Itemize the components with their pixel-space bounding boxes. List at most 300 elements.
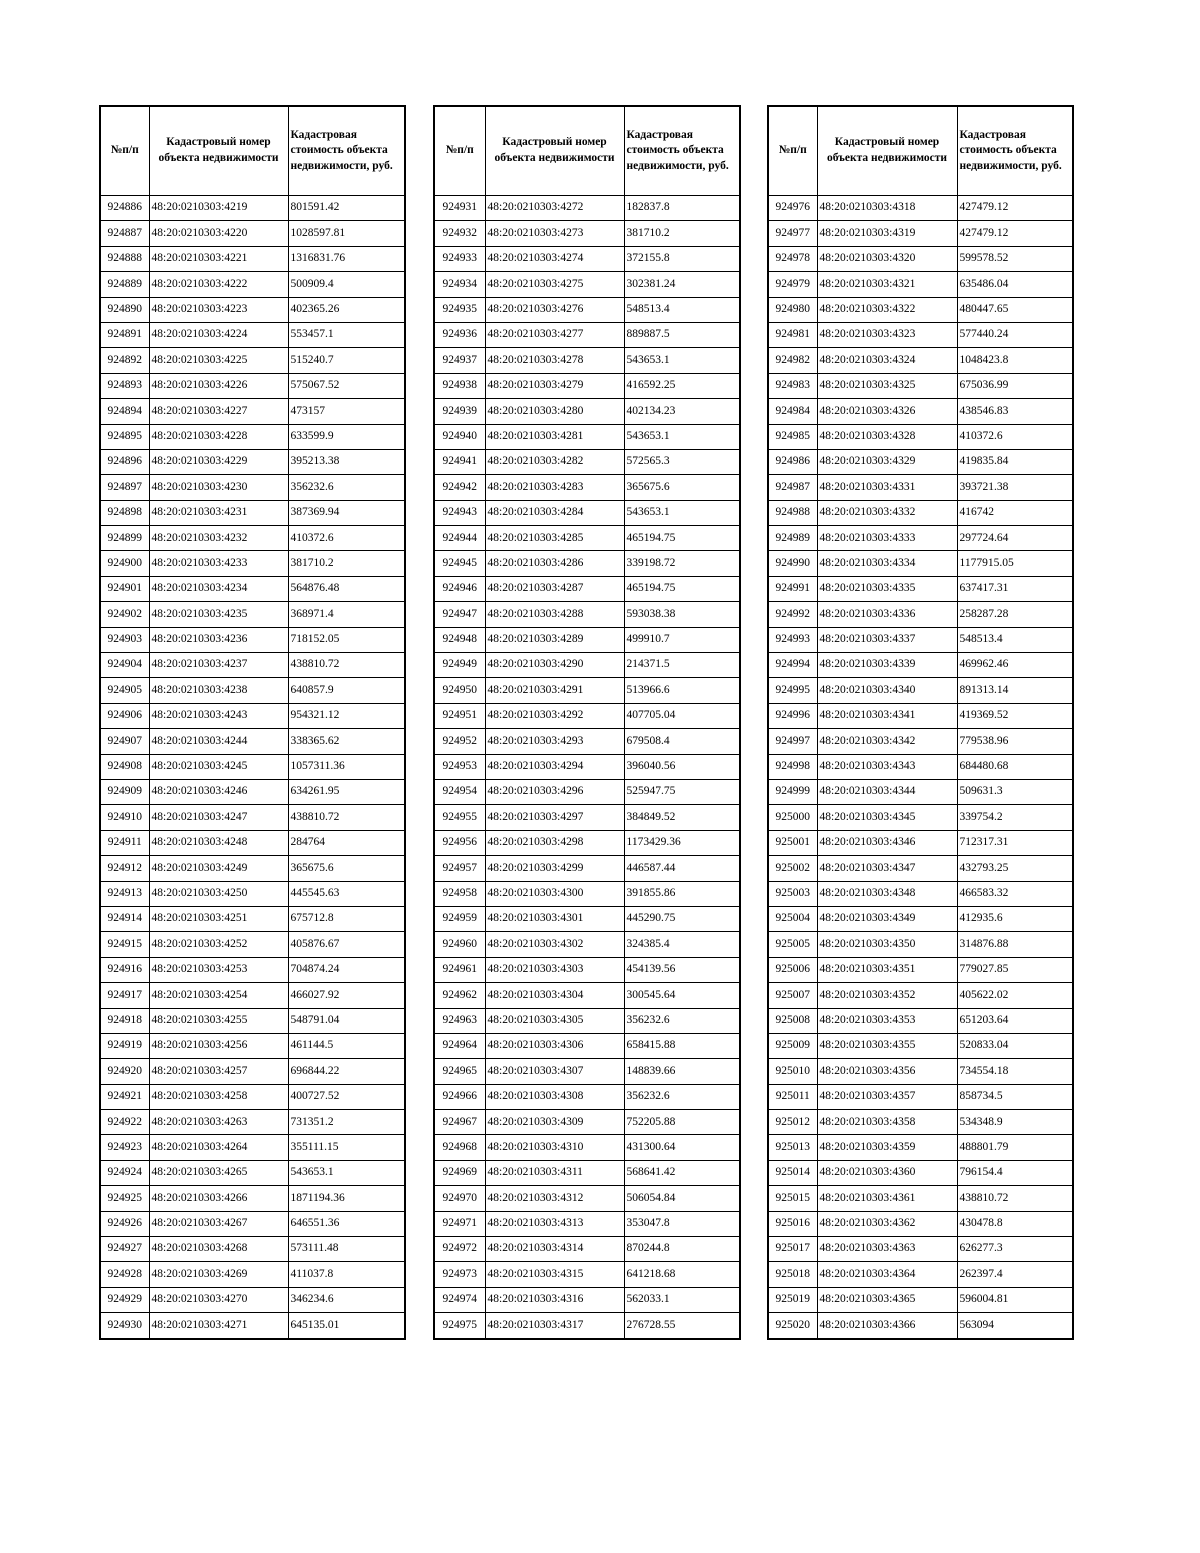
- cadastral-cost: 284764: [288, 830, 405, 855]
- table-row: [768, 1186, 1073, 1211]
- table-row: [100, 1008, 405, 1033]
- table-row: [768, 373, 1073, 398]
- cadastral-cost: 466583.32: [957, 881, 1073, 906]
- row-number: 924890: [100, 297, 149, 322]
- cadastral-number: 48:20:0210303:4340: [817, 678, 957, 703]
- cadastral-cost: 696844.22: [288, 1059, 405, 1084]
- row-number: 924984: [768, 399, 817, 424]
- row-number: 924990: [768, 551, 817, 576]
- row-number: 924985: [768, 424, 817, 449]
- cadastral-number: 48:20:0210303:4329: [817, 449, 957, 474]
- cadastral-cost: 640857.9: [288, 678, 405, 703]
- cadastral-number: 48:20:0210303:4289: [485, 627, 624, 652]
- cadastral-number: 48:20:0210303:4272: [485, 196, 624, 221]
- row-number: 924975: [434, 1313, 485, 1339]
- cadastral-number: 48:20:0210303:4271: [149, 1313, 288, 1339]
- cadastral-cost: 572565.3: [624, 449, 740, 474]
- cadastral-number: 48:20:0210303:4252: [149, 932, 288, 957]
- cadastral-number: 48:20:0210303:4264: [149, 1135, 288, 1160]
- cadastral-cost: 431300.64: [624, 1135, 740, 1160]
- table-row: [100, 196, 405, 221]
- cadastral-number: 48:20:0210303:4300: [485, 881, 624, 906]
- cadastral-number: 48:20:0210303:4236: [149, 627, 288, 652]
- cadastral-cost: 339198.72: [624, 551, 740, 576]
- table-row: [434, 906, 740, 931]
- table-row: [768, 983, 1073, 1008]
- cadastral-number: 48:20:0210303:4317: [485, 1313, 624, 1339]
- cadastral-number: 48:20:0210303:4313: [485, 1211, 624, 1236]
- row-number: 924987: [768, 475, 817, 500]
- row-number: 924919: [100, 1033, 149, 1058]
- cadastral-number: 48:20:0210303:4266: [149, 1186, 288, 1211]
- cadastral-number: 48:20:0210303:4290: [485, 653, 624, 678]
- cadastral-number: 48:20:0210303:4353: [817, 1008, 957, 1033]
- table-row: [434, 653, 740, 678]
- cadastral-cost: 387369.94: [288, 500, 405, 525]
- cadastral-cost: 356232.6: [288, 475, 405, 500]
- table-row: [100, 1059, 405, 1084]
- cadastral-number: 48:20:0210303:4234: [149, 576, 288, 601]
- cadastral-number: 48:20:0210303:4361: [817, 1186, 957, 1211]
- table-row: [100, 754, 405, 779]
- table-row: [100, 475, 405, 500]
- table-row: [768, 322, 1073, 347]
- cadastral-cost: 488801.79: [957, 1135, 1073, 1160]
- cadastral-number: 48:20:0210303:4226: [149, 373, 288, 398]
- table-row: [768, 246, 1073, 271]
- cadastral-cost: 148839.66: [624, 1059, 740, 1084]
- table-row: [100, 1160, 405, 1185]
- row-number: 924989: [768, 526, 817, 551]
- row-number: 924894: [100, 399, 149, 424]
- cadastral-cost: 276728.55: [624, 1313, 740, 1339]
- cadastral-cost: 525947.75: [624, 779, 740, 804]
- row-number: 924891: [100, 322, 149, 347]
- table-row: [768, 399, 1073, 424]
- row-number: 924893: [100, 373, 149, 398]
- cadastral-cost: 416742: [957, 500, 1073, 525]
- table-row: [768, 830, 1073, 855]
- row-number: 924998: [768, 754, 817, 779]
- cadastral-cost: 346234.6: [288, 1287, 405, 1312]
- row-number: 924934: [434, 272, 485, 297]
- cadastral-cost: 473157: [288, 399, 405, 424]
- row-number: 924993: [768, 627, 817, 652]
- cadastral-cost: 365675.6: [288, 856, 405, 881]
- cadastral-number: 48:20:0210303:4319: [817, 221, 957, 246]
- table-row: [100, 1287, 405, 1312]
- cadastral-number: 48:20:0210303:4347: [817, 856, 957, 881]
- cadastral-number: 48:20:0210303:4314: [485, 1237, 624, 1262]
- row-number: 925007: [768, 983, 817, 1008]
- table-row: [434, 1110, 740, 1135]
- row-number: 925004: [768, 906, 817, 931]
- row-number: 924963: [434, 1008, 485, 1033]
- row-number: 924970: [434, 1186, 485, 1211]
- cadastral-cost: 858734.5: [957, 1084, 1073, 1109]
- cadastral-cost: 1173429.36: [624, 830, 740, 855]
- row-number: 924921: [100, 1084, 149, 1109]
- table-row: [768, 221, 1073, 246]
- cadastral-cost: 400727.52: [288, 1084, 405, 1109]
- row-number: 925013: [768, 1135, 817, 1160]
- table-row: [434, 475, 740, 500]
- row-number: 924902: [100, 602, 149, 627]
- table-row: [434, 526, 740, 551]
- cadastral-number: 48:20:0210303:4301: [485, 906, 624, 931]
- table-row: [434, 272, 740, 297]
- table-body: [768, 196, 1073, 1339]
- table-row: [768, 576, 1073, 601]
- header-cadastral-cost: Кадастровая стоимость объекта недвижимости, руб.: [624, 106, 740, 196]
- table-row: [100, 221, 405, 246]
- table-row: [434, 1237, 740, 1262]
- table-row: [434, 1313, 740, 1339]
- cadastral-cost: 954321.12: [288, 703, 405, 728]
- row-number: 924943: [434, 500, 485, 525]
- table-row: [100, 424, 405, 449]
- cadastral-number: 48:20:0210303:4328: [817, 424, 957, 449]
- cadastral-cost: 718152.05: [288, 627, 405, 652]
- cadastral-cost: 445545.63: [288, 881, 405, 906]
- header-cadastral-cost: Кадастровая стоимость объекта недвижимости, руб.: [957, 106, 1073, 196]
- row-number: 924908: [100, 754, 149, 779]
- table-row: [434, 957, 740, 982]
- table-row: [434, 1186, 740, 1211]
- table-row: [768, 906, 1073, 931]
- table-row: [100, 805, 405, 830]
- table-row: [100, 881, 405, 906]
- cadastral-number: 48:20:0210303:4346: [817, 830, 957, 855]
- row-number: 924957: [434, 856, 485, 881]
- cadastral-number: 48:20:0210303:4293: [485, 729, 624, 754]
- cadastral-cost: 633599.9: [288, 424, 405, 449]
- row-number: 924930: [100, 1313, 149, 1339]
- row-number: 924976: [768, 196, 817, 221]
- cadastral-cost: 432793.25: [957, 856, 1073, 881]
- cadastral-cost: 543653.1: [624, 424, 740, 449]
- cadastral-number: 48:20:0210303:4275: [485, 272, 624, 297]
- cadastral-number: 48:20:0210303:4363: [817, 1237, 957, 1262]
- cadastral-cost: 563094: [957, 1313, 1073, 1339]
- cadastral-number: 48:20:0210303:4321: [817, 272, 957, 297]
- table-row: [434, 1059, 740, 1084]
- table-row: [100, 1033, 405, 1058]
- cadastral-number: 48:20:0210303:4357: [817, 1084, 957, 1109]
- cadastral-number: 48:20:0210303:4255: [149, 1008, 288, 1033]
- cadastral-number: 48:20:0210303:4364: [817, 1262, 957, 1287]
- table-row: [100, 602, 405, 627]
- cadastral-cost: 300545.64: [624, 983, 740, 1008]
- cadastral-number: 48:20:0210303:4279: [485, 373, 624, 398]
- cadastral-cost: 543653.1: [624, 500, 740, 525]
- table-row: [768, 297, 1073, 322]
- row-number: 924939: [434, 399, 485, 424]
- cadastral-number: 48:20:0210303:4253: [149, 957, 288, 982]
- row-number: 924938: [434, 373, 485, 398]
- cadastral-number: 48:20:0210303:4232: [149, 526, 288, 551]
- cadastral-cost: 577440.24: [957, 322, 1073, 347]
- table-row: [100, 500, 405, 525]
- cadastral-cost: 365675.6: [624, 475, 740, 500]
- row-number: 925009: [768, 1033, 817, 1058]
- row-number: 924931: [434, 196, 485, 221]
- cadastral-number: 48:20:0210303:4303: [485, 957, 624, 982]
- cadastral-number: 48:20:0210303:4339: [817, 653, 957, 678]
- table-row: [768, 1135, 1073, 1160]
- table-row: [768, 526, 1073, 551]
- cadastral-cost: 182837.8: [624, 196, 740, 221]
- cadastral-number: 48:20:0210303:4332: [817, 500, 957, 525]
- cadastral-cost: 419835.84: [957, 449, 1073, 474]
- row-number: 924949: [434, 653, 485, 678]
- cadastral-number: 48:20:0210303:4265: [149, 1160, 288, 1185]
- row-number: 925015: [768, 1186, 817, 1211]
- row-number: 924917: [100, 983, 149, 1008]
- cadastral-cost: 870244.8: [624, 1237, 740, 1262]
- table-row: [100, 830, 405, 855]
- row-number: 924886: [100, 196, 149, 221]
- row-number: 924988: [768, 500, 817, 525]
- row-number: 924944: [434, 526, 485, 551]
- cadastral-cost: 1316831.76: [288, 246, 405, 271]
- table-row: [768, 475, 1073, 500]
- cadastral-cost: 381710.2: [288, 551, 405, 576]
- cadastral-number: 48:20:0210303:4305: [485, 1008, 624, 1033]
- table-row: [100, 653, 405, 678]
- table-row: [768, 881, 1073, 906]
- cadastral-number: 48:20:0210303:4282: [485, 449, 624, 474]
- cadastral-cost: 675712.8: [288, 906, 405, 931]
- cadastral-number: 48:20:0210303:4258: [149, 1084, 288, 1109]
- cadastral-number: 48:20:0210303:4230: [149, 475, 288, 500]
- cadastral-cost: 645135.01: [288, 1313, 405, 1339]
- cadastral-cost: 675036.99: [957, 373, 1073, 398]
- cadastral-cost: 262397.4: [957, 1262, 1073, 1287]
- cadastral-number: 48:20:0210303:4306: [485, 1033, 624, 1058]
- cadastral-cost: 355111.15: [288, 1135, 405, 1160]
- cadastral-cost: 356232.6: [624, 1084, 740, 1109]
- cadastral-number: 48:20:0210303:4298: [485, 830, 624, 855]
- row-number: 924953: [434, 754, 485, 779]
- cadastral-number: 48:20:0210303:4277: [485, 322, 624, 347]
- cadastral-number: 48:20:0210303:4231: [149, 500, 288, 525]
- row-number: 924914: [100, 906, 149, 931]
- cadastral-cost: 626277.3: [957, 1237, 1073, 1262]
- cadastral-cost: 796154.4: [957, 1160, 1073, 1185]
- row-number: 925020: [768, 1313, 817, 1339]
- table-row: [100, 526, 405, 551]
- cadastral-number: 48:20:0210303:4325: [817, 373, 957, 398]
- cadastral-number: 48:20:0210303:4312: [485, 1186, 624, 1211]
- table-row: [768, 1237, 1073, 1262]
- row-number: 924977: [768, 221, 817, 246]
- table-row: [434, 1084, 740, 1109]
- cadastral-number: 48:20:0210303:4280: [485, 399, 624, 424]
- cadastral-cost: 411037.8: [288, 1262, 405, 1287]
- row-number: 924918: [100, 1008, 149, 1033]
- row-number: 924991: [768, 576, 817, 601]
- table-row: [434, 297, 740, 322]
- table-header-row: [434, 106, 740, 196]
- cadastral-cost: 438810.72: [288, 653, 405, 678]
- cadastral-cost: 454139.56: [624, 957, 740, 982]
- cadastral-number: 48:20:0210303:4220: [149, 221, 288, 246]
- cadastral-cost: 430478.8: [957, 1211, 1073, 1236]
- row-number: 924904: [100, 653, 149, 678]
- row-number: 924971: [434, 1211, 485, 1236]
- cadastral-number: 48:20:0210303:4284: [485, 500, 624, 525]
- header-num: №п/п: [100, 106, 149, 196]
- row-number: 924960: [434, 932, 485, 957]
- row-number: 924927: [100, 1237, 149, 1262]
- cadastral-cost: 214371.5: [624, 653, 740, 678]
- row-number: 924969: [434, 1160, 485, 1185]
- row-number: 924898: [100, 500, 149, 525]
- row-number: 924983: [768, 373, 817, 398]
- row-number: 924940: [434, 424, 485, 449]
- table-row: [434, 246, 740, 271]
- table-row: [100, 449, 405, 474]
- table-row: [100, 1262, 405, 1287]
- cadastral-cost: 553457.1: [288, 322, 405, 347]
- cadastral-number: 48:20:0210303:4224: [149, 322, 288, 347]
- cadastral-number: 48:20:0210303:4285: [485, 526, 624, 551]
- cadastral-number: 48:20:0210303:4342: [817, 729, 957, 754]
- row-number: 924922: [100, 1110, 149, 1135]
- row-number: 924933: [434, 246, 485, 271]
- row-number: 924986: [768, 449, 817, 474]
- row-number: 925006: [768, 957, 817, 982]
- cadastral-number: 48:20:0210303:4238: [149, 678, 288, 703]
- row-number: 925005: [768, 932, 817, 957]
- cadastral-number: 48:20:0210303:4281: [485, 424, 624, 449]
- cadastral-cost: 297724.64: [957, 526, 1073, 551]
- cadastral-number: 48:20:0210303:4337: [817, 627, 957, 652]
- cadastral-cost: 416592.25: [624, 373, 740, 398]
- table-row: [100, 1313, 405, 1339]
- row-number: 925001: [768, 830, 817, 855]
- row-number: 925010: [768, 1059, 817, 1084]
- row-number: 924952: [434, 729, 485, 754]
- row-number: 924923: [100, 1135, 149, 1160]
- row-number: 924978: [768, 246, 817, 271]
- cadastral-number: 48:20:0210303:4355: [817, 1033, 957, 1058]
- cadastral-number: 48:20:0210303:4273: [485, 221, 624, 246]
- row-number: 924911: [100, 830, 149, 855]
- row-number: 924958: [434, 881, 485, 906]
- cadastral-cost: 402365.26: [288, 297, 405, 322]
- table-row: [434, 576, 740, 601]
- table-row: [768, 1084, 1073, 1109]
- table-row: [768, 449, 1073, 474]
- row-number: 924959: [434, 906, 485, 931]
- cadastral-number: 48:20:0210303:4276: [485, 297, 624, 322]
- row-number: 924979: [768, 272, 817, 297]
- table-row: [768, 678, 1073, 703]
- cadastral-number: 48:20:0210303:4349: [817, 906, 957, 931]
- cadastral-number: 48:20:0210303:4322: [817, 297, 957, 322]
- table-row: [434, 754, 740, 779]
- cadastral-number: 48:20:0210303:4292: [485, 703, 624, 728]
- cadastral-number: 48:20:0210303:4291: [485, 678, 624, 703]
- table-row: [100, 703, 405, 728]
- table-row: [768, 602, 1073, 627]
- table-row: [434, 348, 740, 373]
- table-row: [100, 627, 405, 652]
- table-row: [100, 932, 405, 957]
- cadastral-number: 48:20:0210303:4257: [149, 1059, 288, 1084]
- row-number: 924910: [100, 805, 149, 830]
- cadastral-number: 48:20:0210303:4269: [149, 1262, 288, 1287]
- table-row: [100, 906, 405, 931]
- cadastral-cost: 438546.83: [957, 399, 1073, 424]
- cadastral-cost: 412935.6: [957, 906, 1073, 931]
- cadastral-number: 48:20:0210303:4326: [817, 399, 957, 424]
- cadastral-number: 48:20:0210303:4299: [485, 856, 624, 881]
- table-row: [768, 627, 1073, 652]
- cadastral-number: 48:20:0210303:4288: [485, 602, 624, 627]
- row-number: 924906: [100, 703, 149, 728]
- row-number: 924942: [434, 475, 485, 500]
- table-body: [100, 196, 405, 1339]
- row-number: 924951: [434, 703, 485, 728]
- cadastral-number: 48:20:0210303:4294: [485, 754, 624, 779]
- cadastral-number: 48:20:0210303:4228: [149, 424, 288, 449]
- row-number: 924913: [100, 881, 149, 906]
- cadastral-cost: 469962.46: [957, 653, 1073, 678]
- cadastral-cost: 651203.64: [957, 1008, 1073, 1033]
- cadastral-number: 48:20:0210303:4274: [485, 246, 624, 271]
- row-number: 924982: [768, 348, 817, 373]
- cadastral-table-2: [433, 105, 741, 1340]
- row-number: 924888: [100, 246, 149, 271]
- row-number: 924962: [434, 983, 485, 1008]
- cadastral-cost: 438810.72: [288, 805, 405, 830]
- cadastral-number: 48:20:0210303:4225: [149, 348, 288, 373]
- table-row: [100, 957, 405, 982]
- cadastral-number: 48:20:0210303:4233: [149, 551, 288, 576]
- cadastral-number: 48:20:0210303:4250: [149, 881, 288, 906]
- row-number: 924956: [434, 830, 485, 855]
- cadastral-cost: 635486.04: [957, 272, 1073, 297]
- cadastral-cost: 1871194.36: [288, 1186, 405, 1211]
- row-number: 925017: [768, 1237, 817, 1262]
- cadastral-number: 48:20:0210303:4278: [485, 348, 624, 373]
- table-header-row: [768, 106, 1073, 196]
- cadastral-cost: 568641.42: [624, 1160, 740, 1185]
- table-row: [100, 1237, 405, 1262]
- table-row: [768, 348, 1073, 373]
- row-number: 924929: [100, 1287, 149, 1312]
- cadastral-cost: 658415.88: [624, 1033, 740, 1058]
- cadastral-number: 48:20:0210303:4362: [817, 1211, 957, 1236]
- cadastral-cost: 779538.96: [957, 729, 1073, 754]
- row-number: 924961: [434, 957, 485, 982]
- table-row: [100, 1110, 405, 1135]
- table-row: [768, 703, 1073, 728]
- table-row: [768, 424, 1073, 449]
- cadastral-cost: 407705.04: [624, 703, 740, 728]
- header-cadastral-cost: Кадастровая стоимость объекта недвижимости, руб.: [288, 106, 405, 196]
- cadastral-number: 48:20:0210303:4251: [149, 906, 288, 931]
- cadastral-number: 48:20:0210303:4359: [817, 1135, 957, 1160]
- row-number: 924935: [434, 297, 485, 322]
- cadastral-cost: 513966.6: [624, 678, 740, 703]
- cadastral-cost: 543653.1: [288, 1160, 405, 1185]
- cadastral-number: 48:20:0210303:4287: [485, 576, 624, 601]
- row-number: 924947: [434, 602, 485, 627]
